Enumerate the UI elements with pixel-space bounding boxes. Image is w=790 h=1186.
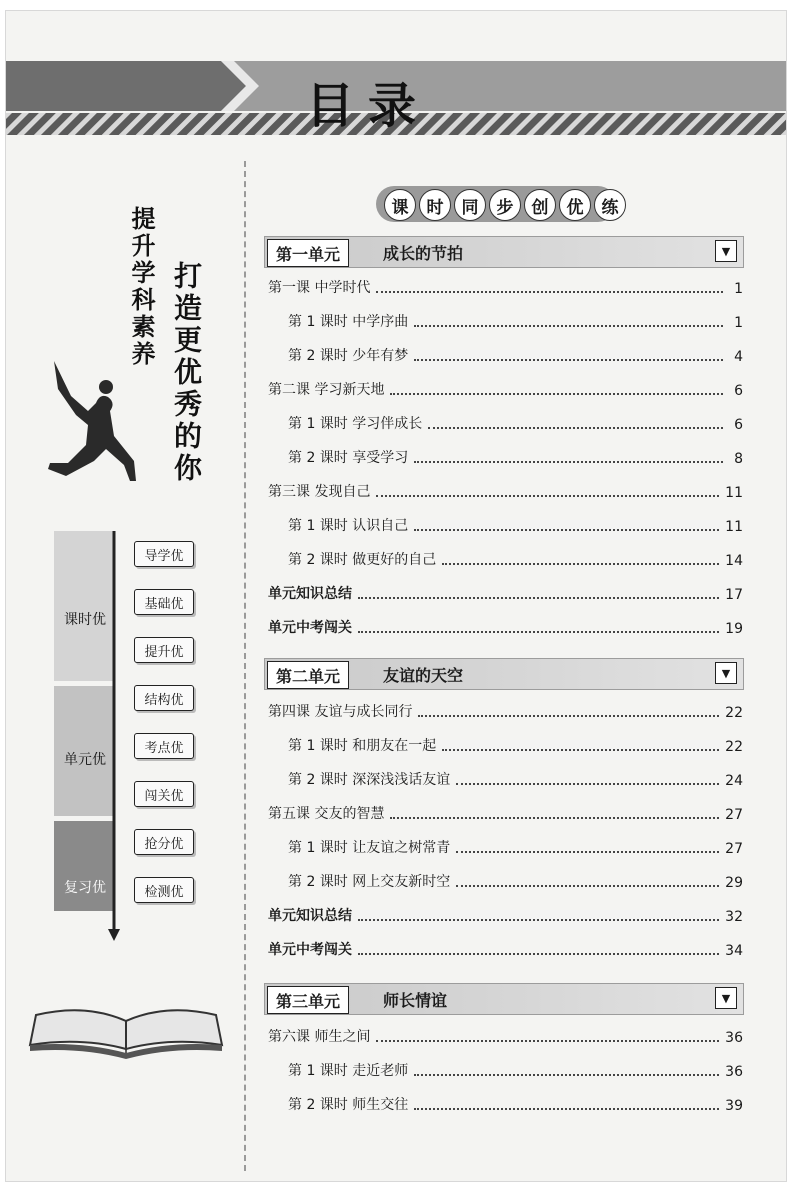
dancer-silhouette-icon: [36, 341, 146, 491]
slogan-secondary: 打造更优秀的你: [170, 261, 203, 485]
unit-number: 第三单元: [267, 986, 349, 1014]
toc-row: 第一课 中学时代 1: [268, 280, 743, 297]
unit-title: 成长的节拍: [383, 244, 464, 263]
toc-row: 第 1 课时 走近老师 36: [288, 1063, 743, 1080]
toc-row: 第 2 课时 深深浅浅话友谊 24: [288, 772, 743, 789]
page-title: 目录: [306, 78, 431, 134]
column-divider: [244, 161, 246, 1171]
open-book-icon: [26, 1001, 226, 1061]
toc-row: 第 1 课时 学习伴成长 6: [288, 416, 743, 433]
section-heading-char: 创: [524, 189, 556, 221]
section-heading-char: 优: [559, 189, 591, 221]
unit-title: 友谊的天空: [383, 666, 464, 685]
timeline-tag: 检测优: [134, 877, 194, 903]
toc-row: 第 1 课时 中学序曲 1: [288, 314, 743, 331]
unit-number: 第二单元: [267, 661, 349, 689]
timeline-tag: 导学优: [134, 541, 194, 567]
unit-title: 师长情谊: [383, 991, 448, 1010]
unit-header-1: [264, 236, 744, 268]
toc-page: [5, 10, 787, 1182]
section-heading-char: 练: [594, 189, 626, 221]
header-banner: [6, 61, 786, 141]
toc-row: 第 2 课时 享受学习 8: [288, 450, 743, 467]
toc-row: 第三课 发现自己 11: [268, 484, 743, 501]
section-heading-char: 时: [419, 189, 451, 221]
toc-row: 单元知识总结 32: [268, 908, 743, 925]
timeline-tag: 抢分优: [134, 829, 194, 855]
timeline-tag: 闯关优: [134, 781, 194, 807]
chevron-down-icon: ▼: [715, 987, 737, 1009]
timeline-group-unit: 单元优: [64, 752, 106, 768]
toc-row: 第 2 课时 做更好的自己 14: [288, 552, 743, 569]
toc-row: 单元中考闯关 34: [268, 942, 743, 959]
section-heading: [376, 186, 619, 222]
timeline-tag: 考点优: [134, 733, 194, 759]
slogan-primary: 提升学科素养: [127, 206, 155, 368]
toc-row: 第 2 课时 少年有梦 4: [288, 348, 743, 365]
toc-row: 第五课 交友的智慧 27: [268, 806, 743, 823]
toc-row: 第 1 课时 认识自己 11: [288, 518, 743, 535]
toc-row: 第 2 课时 师生交往 39: [288, 1097, 743, 1114]
chevron-down-icon: ▼: [715, 240, 737, 262]
timeline-tag: 基础优: [134, 589, 194, 615]
unit-header-3: [264, 983, 744, 1015]
timeline-group-review: 复习优: [64, 880, 106, 896]
toc-row: 第 1 课时 和朋友在一起 22: [288, 738, 743, 755]
toc-row: 第 1 课时 让友谊之树常青 27: [288, 840, 743, 857]
toc-row: 单元中考闯关 19: [268, 620, 743, 637]
toc-row: 第 2 课时 网上交友新时空 29: [288, 874, 743, 891]
toc-row: 第六课 师生之间 36: [268, 1029, 743, 1046]
timeline-tag: 提升优: [134, 637, 194, 663]
timeline-group-lesson: 课时优: [64, 612, 106, 628]
section-heading-char: 步: [489, 189, 521, 221]
timeline-tag: 结构优: [134, 685, 194, 711]
section-heading-char: 课: [384, 189, 416, 221]
unit-header-2: [264, 658, 744, 690]
toc-row: 单元知识总结 17: [268, 586, 743, 603]
section-heading-char: 同: [454, 189, 486, 221]
toc-row: 第二课 学习新天地 6: [268, 382, 743, 399]
unit-number: 第一单元: [267, 239, 349, 267]
chevron-down-icon: ▼: [715, 662, 737, 684]
toc-row: 第四课 友谊与成长同行 22: [268, 704, 743, 721]
